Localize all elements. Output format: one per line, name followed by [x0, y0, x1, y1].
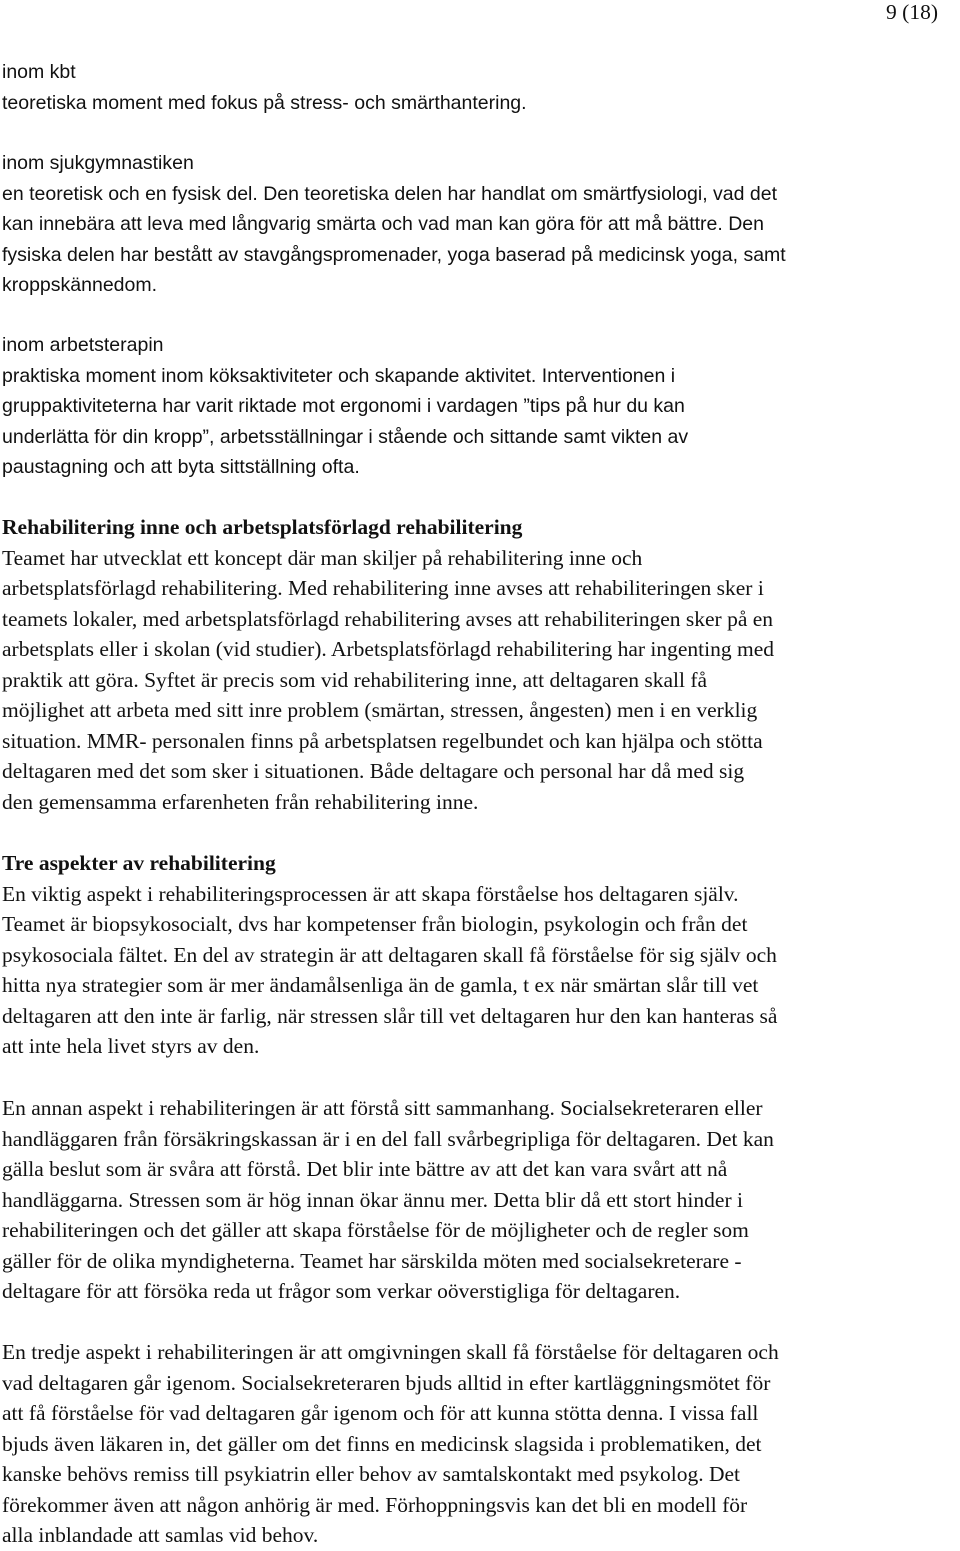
- paragraph-line: kan innebära att leva med långvarig smärta och vad man kan göra för att må bättre. Den: [2, 213, 764, 235]
- paragraph-line: praktiska moment inom köksaktiviteter och skapande aktivitet. Interventionen i: [2, 364, 676, 387]
- paragraph-line: Teamet har utvecklat ett koncept där man skiljer på rehabilitering inne och: [2, 545, 643, 570]
- section-heading: Tre aspekter av rehabilitering: [2, 851, 276, 875]
- paragraph-line: vad deltagaren går igenom. Socialsekreteraren bjuds alltid in efter kartläggningsmötet för: [2, 1370, 771, 1395]
- paragraph-line: kroppskännedom.: [2, 274, 158, 296]
- paragraph-line: hitta nya strategier som är mer ändamålsenliga än de gamla, t ex när smärtan slår till vet: [2, 973, 759, 997]
- paragraph-line: praktik att göra. Syftet är precis som vid rehabilitering inne, att deltagaren skall få: [2, 667, 708, 692]
- section-heading: Rehabilitering inne och arbetsplatsförlagd rehabilitering: [2, 515, 523, 539]
- paragraph-line: gälla beslut som är svåra att förstå. Det blir inte bättre av att det kan vara svårt att nå: [2, 1157, 728, 1181]
- paragraph-line: inom sjukgymnastiken: [2, 152, 194, 174]
- paragraph-line: alla inblandade att samlas vid behov.: [2, 1523, 319, 1547]
- paragraph-line: en teoretisk och en fysisk del. Den teoretiska delen har handlat om smärtfysiologi, vad det: [2, 182, 777, 205]
- paragraph-line: handläggarna. Stressen som är hög innan ökar ännu mer. Detta blir då ett stort hinder i: [2, 1187, 743, 1212]
- second-aspect-paragraph: [2, 1093, 958, 1307]
- paragraph-line: inom kbt: [2, 61, 76, 83]
- paragraph-line: kanske behövs remiss till psykiatrin eller behov av samtalskontakt med psykolog. Det: [2, 1462, 741, 1486]
- paragraph-line: deltagaren att den inte är farlig, när stressen slår till vet deltagaren hur den kan hanteras så: [2, 1003, 778, 1028]
- paragraph-line: rehabiliteringen och det gäller att skapa förståelse för de möjligheter och de regler som: [2, 1218, 749, 1242]
- paragraph-line: deltagaren med det som sker i situationen. Både deltagare och personal har då med sig: [2, 759, 745, 783]
- paragraph-line: En viktig aspekt i rehabiliteringsprocessen är att skapa förståelse hos deltagaren själv.: [2, 881, 739, 906]
- paragraph-line: den gemensamma erfarenheten från rehabilitering inne.: [2, 789, 479, 814]
- paragraph-line: En annan aspekt i rehabiliteringen är att förstå sitt sammanhang. Socialsekreteraren eller: [2, 1096, 763, 1120]
- paragraph-line: bjuds även läkaren in, det gäller om det finns en medicinsk slagsida i problematiken, det: [2, 1431, 762, 1456]
- kbt-paragraph: [2, 57, 958, 118]
- paragraph-line: handläggaren från försäkringskassan är i en del fall svårbegripliga för deltagaren. Det kan: [2, 1126, 774, 1151]
- paragraph-line: arbetsplatsförlagd rehabilitering. Med rehabilitering inne avses att rehabiliteringen sker i: [2, 576, 764, 600]
- rehabilitering-section: [2, 512, 958, 817]
- sjukgymnastik-paragraph: [2, 148, 958, 301]
- paragraph-line: att inte hela livet styrs av den.: [2, 1034, 260, 1058]
- paragraph-line: situation. MMR- personalen finns på arbetsplatsen regelbundet och kan hjälpa och stötta: [2, 728, 763, 753]
- page-number: 9 (18): [886, 0, 938, 24]
- paragraph-line: teamets lokaler, med arbetsplatsförlagd rehabilitering avses att rehabiliteringen sker på en: [2, 606, 774, 631]
- paragraph-line: möjlighet att arbeta med sitt inre problem (smärtan, stressen, ångesten) men i en verklig: [2, 698, 758, 722]
- paragraph-line: gruppaktiviteterna har varit riktade mot ergonomi i vardagen ”tips på hur du kan: [2, 395, 685, 417]
- paragraph-line: förekommer även att någon anhörig är med. Förhoppningsvis kan det bli en modell för: [2, 1492, 748, 1517]
- third-aspect-paragraph: [2, 1337, 958, 1551]
- paragraph-line: underlätta för din kropp”, arbetsställningar i stående och sittande samt vikten av: [2, 425, 689, 448]
- paragraph-line: En tredje aspekt i rehabiliteringen är att omgivningen skall få förståelse för deltagaren och: [2, 1340, 779, 1364]
- paragraph-line: gäller för de olika myndigheterna. Teamet har särskilda möten med socialsekreterare -: [2, 1248, 742, 1273]
- paragraph-line: arbetsplats eller i skolan (vid studier). Arbetsplatsförlagd rehabilitering har ingenting med: [2, 637, 774, 661]
- arbetsterapi-paragraph: [2, 330, 958, 483]
- paragraph-line: teoretiska moment med fokus på stress- och smärthantering.: [2, 91, 527, 114]
- paragraph-line: fysiska delen har bestått av stavgångspromenader, yoga baserad på medicinsk yoga, samt: [2, 243, 786, 266]
- paragraph-line: paustagning och att byta sittställning ofta.: [2, 456, 360, 478]
- paragraph-line: inom arbetsterapin: [2, 334, 164, 356]
- paragraph-line: psykosociala fältet. En del av strategin är att deltagaren skall få förståelse för sig själv och: [2, 942, 777, 967]
- paragraph-line: deltagare för att försöka reda ut frågor som verkar oöverstigliga för deltagaren.: [2, 1279, 681, 1303]
- paragraph-line: att få förståelse för vad deltagaren går igenom och för att kunna stötta denna. I vissa fall: [2, 1401, 759, 1425]
- paragraph-line: Teamet är biopsykosocialt, dvs har kompetenser från biologin, psykologin och från det: [2, 912, 748, 936]
- tre-aspekter-section: [2, 848, 958, 1062]
